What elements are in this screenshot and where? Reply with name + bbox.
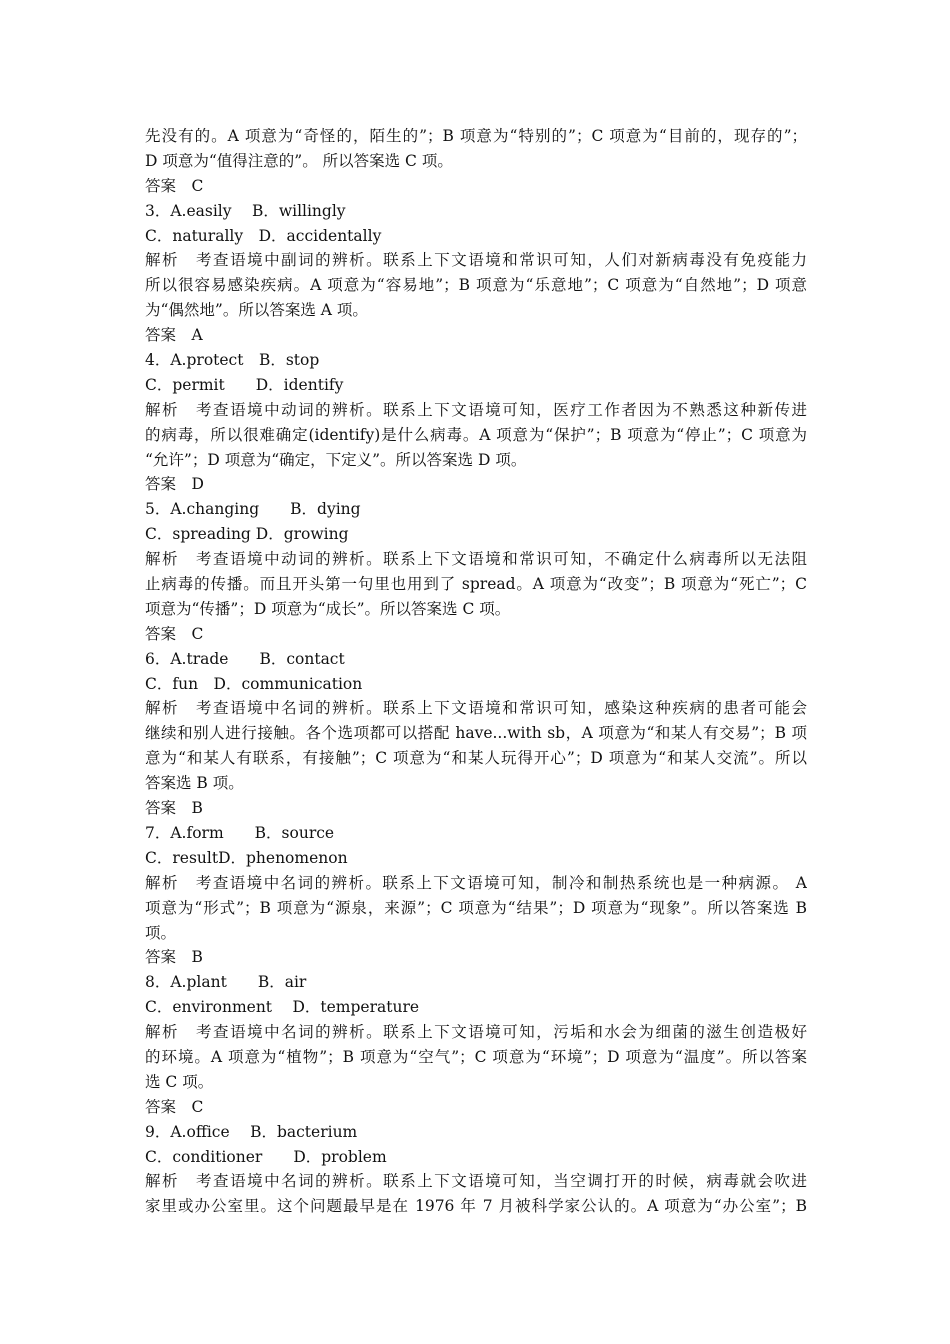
text-line: 解析 考查语境中名词的辨析。联系上下文语境可知，当空调打开的时候，病毒就会吹进: [145, 1172, 807, 1191]
text-line: C．naturally D．accidentally: [145, 226, 382, 245]
text-line: C．permit D．identify: [145, 375, 344, 394]
text-line: 答案 A: [145, 326, 203, 345]
text-line: 解析 考查语境中名词的辨析。联系上下文语境可知，制冷和制热系统也是一种病源。 A: [145, 873, 807, 892]
text-line: 答案 B: [145, 799, 203, 818]
text-line: 3．A.easily B．willingly: [145, 201, 346, 220]
text-line: 6．A.trade B．contact: [145, 649, 345, 668]
text-line: 答案 C: [145, 176, 204, 195]
text-line: 项意为“形式”；B 项意为“源泉，来源”；C 项意为“结果”；D 项意为“现象”。所以答案选 B: [145, 898, 807, 917]
text-line: 9．A.office B．bacterium: [145, 1122, 358, 1141]
text-line: 家里或办公室里。这个问题最早是在 1976 年 7 月被科学家公认的。A 项意为“办公室”；B: [145, 1197, 807, 1216]
text-line: 答案 C: [145, 624, 204, 643]
text-line: 的环境。A 项意为“植物”；B 项意为“空气”；C 项意为“环境”；D 项意为“温度”。所以答案: [145, 1047, 807, 1066]
text-line: 解析 考查语境中动词的辨析。联系上下文语境可知，医疗工作者因为不熟悉这种新传进: [145, 400, 807, 419]
text-line: 意为“和某人有联系，有接触”；C 项意为“和某人玩得开心”；D 项意为“和某人交流”。所以: [145, 749, 807, 768]
text-line: 的病毒，所以很难确定(identify)是什么病毒。A 项意为“保护”；B 项意为“停止”；C 项意为: [145, 425, 807, 444]
text-line: C．environment D．temperature: [145, 998, 420, 1017]
text-line: C．conditioner D．problem: [145, 1147, 387, 1166]
text-line: 解析 考查语境中副词的辨析。联系上下文语境和常识可知，人们对新病毒没有免疫能力: [145, 251, 807, 270]
text-line: 所以很容易感染疾病。A 项意为“容易地”；B 项意为“乐意地”；C 项意为“自然地”；D 项意: [145, 276, 807, 295]
text-line: C．fun D．communication: [145, 674, 363, 693]
text-line: “允许”；D 项意为“确定，下定义”。所以答案选 D 项。: [145, 450, 527, 469]
text-line: 项意为“传播”；D 项意为“成长”。所以答案选 C 项。: [145, 599, 511, 618]
text-line: 答案 C: [145, 1097, 204, 1116]
document-page: [145, 124, 807, 1219]
text-line: C．spreading D．growing: [145, 525, 349, 544]
text-line: 项。: [145, 923, 177, 942]
text-line: 先没有的。A 项意为“奇怪的，陌生的”；B 项意为“特别的”；C 项意为“目前的，现存的”；: [145, 127, 807, 145]
text-line: 止病毒的传播。而且开头第一句里也用到了 spread。A 项意为“改变”；B 项意为“死亡”；C: [145, 575, 807, 594]
text-line: 4．A.protect B．stop: [145, 351, 320, 370]
text-line: 答案 D: [145, 475, 204, 494]
text-line: 解析 考查语境中动词的辨析。联系上下文语境和常识可知，不确定什么病毒所以无法阻: [145, 550, 807, 569]
text-line: 为“偶然地”。所以答案选 A 项。: [145, 301, 368, 320]
text-line: 选 C 项。: [145, 1072, 214, 1091]
text-line: 答案选 B 项。: [145, 774, 244, 793]
text-line: 7．A.form B．source: [145, 823, 335, 842]
text-line: 答案 B: [145, 948, 203, 967]
text-line: 解析 考查语境中名词的辨析。联系上下文语境可知，污垢和水会为细菌的滋生创造极好: [145, 1023, 807, 1042]
text-line: 解析 考查语境中名词的辨析。联系上下文语境和常识可知，感染这种疾病的患者可能会: [145, 699, 807, 718]
text-line: 5．A.changing B．dying: [145, 500, 361, 519]
text-line: D 项意为“值得注意的”。 所以答案选 C 项。: [145, 151, 453, 170]
text-line: 继续和别人进行接触。各个选项都可以搭配 have...with sb，A 项意为“和某人有交易”；B 项: [145, 724, 807, 743]
text-line: C．resultD．phenomenon: [145, 848, 348, 867]
text-line: 8．A.plant B．air: [145, 973, 307, 992]
